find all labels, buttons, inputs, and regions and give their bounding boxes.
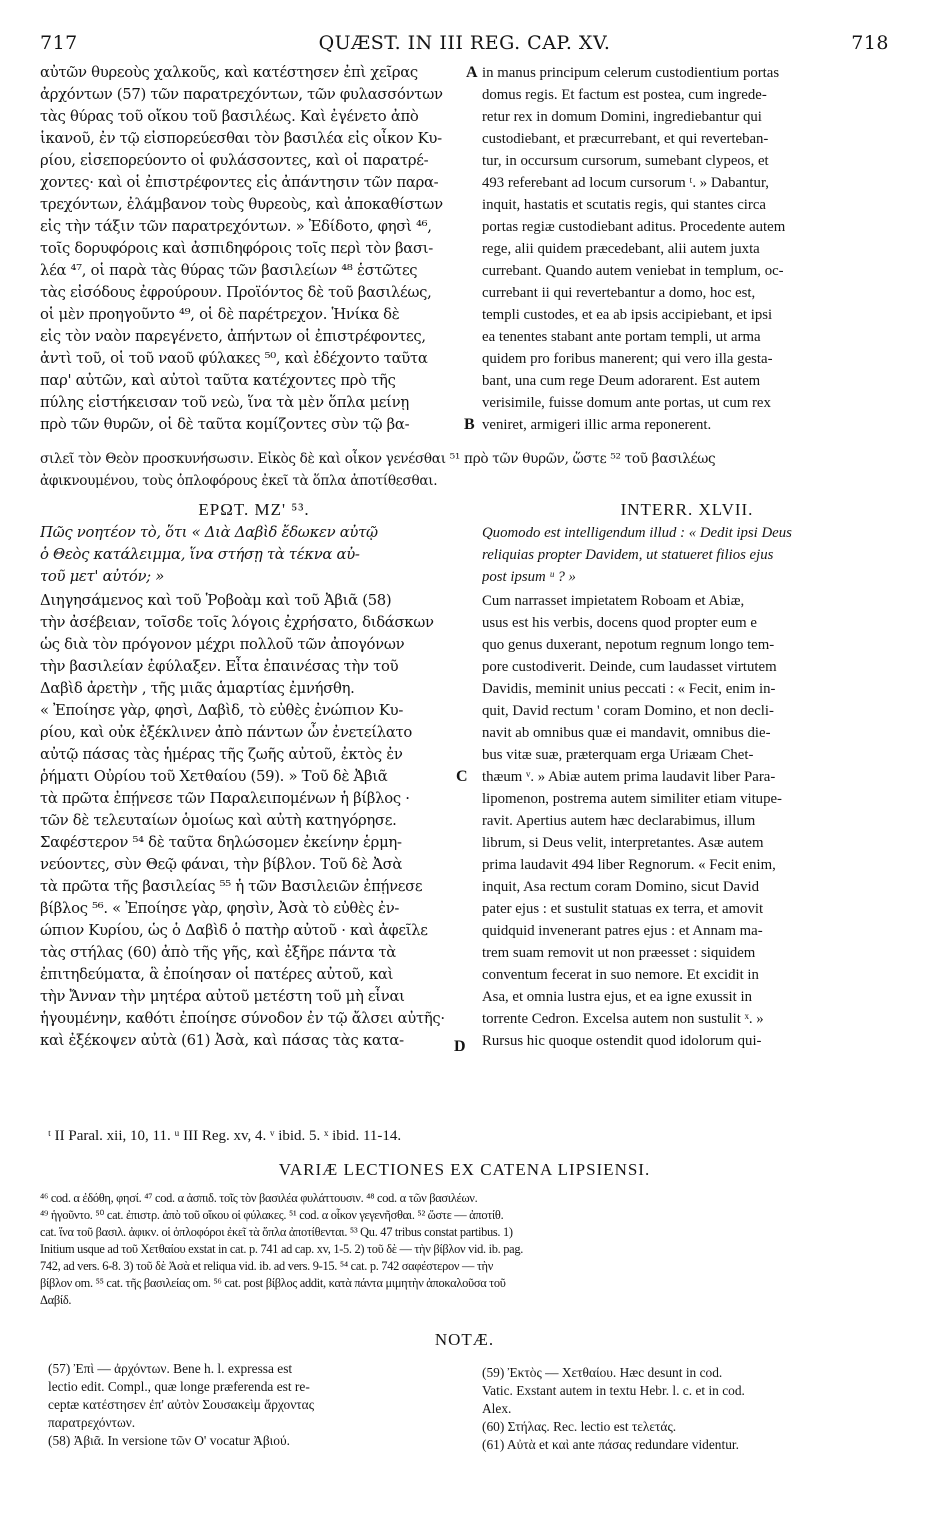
greek-text-line: πρὸ τῶν θυρῶν, οἱ δὲ ταῦτα κομίζοντες σὺν τῷ βα- <box>40 416 410 433</box>
greek-text-line: ἀντὶ τοῦ, οἱ τοῦ ναοῦ φύλακες ⁵⁰, καὶ ἐδέχοντο ταῦτα <box>40 350 428 367</box>
latin-text-line: navit ab omnibus quæ ei mandavit, omnibus die- <box>482 725 771 741</box>
greek-text-line: ρίου, καὶ οὐκ ἐξέκλινεν ἀπὸ πάντων ὧν ἐνετείλατο <box>40 724 413 741</box>
latin-text-line: inquit, Asa rectum coram Domino, sicut David <box>482 879 759 895</box>
greek-text-line: Διηγησάμενος καὶ τοῦ Ῥοβοὰμ καὶ τοῦ Ἀβιᾶ (58) <box>40 592 392 609</box>
latin-text-line: ravit. Apertius autem hæc declarabimus, illum <box>482 813 756 829</box>
variant-reading-line: 742, ad vers. 6-8. 3) τοῦ δὲ Ἀσὰ et reliqua vid. ib. ad vers. 9-15. ⁵⁴ cat. p. 742 σαφέστερον — τὴν <box>40 1259 494 1273</box>
greek-text-line: χοντες· καὶ οἱ ἐπιστρέφοντες εἰς ἀπάντησιν τῶν παρα- <box>40 174 439 191</box>
greek-text-line: ἐπιτηδεύματα, ἃ ἐποίησαν οἱ πατέρες αὐτοῦ, καὶ <box>40 966 394 983</box>
variae-lectiones-title: VARIÆ LECTIONES EX CATENA LIPSIENSI. <box>278 1160 651 1179</box>
margin-marker-b: B <box>464 416 475 433</box>
greek-question-line: ὁ Θεὸς κατάλειμμα, ἵνα στήσῃ τὰ τέκνα αὐ- <box>40 546 360 563</box>
latin-text-line: quidem pro foribus manerent; qui vero illa gesta- <box>482 351 773 367</box>
greek-text-line: Δαβὶδ ἀρετὴν , τῆς μιᾶς ἁμαρτίας ἐμνήσθη. <box>40 680 355 697</box>
greek-text-line: εἰς τὸν ναὸν παρεγένετο, ἀπήντων οἱ ἐπιστρέφοντες, <box>40 328 426 345</box>
greek-text-line: νεύοντες, σὺν Θεῷ φάναι, τὴν βίβλον. Τοῦ δὲ Ἀσὰ <box>40 856 403 873</box>
page-number-left: 717 <box>40 32 78 54</box>
running-title: QUÆST. IN III REG. CAP. XV. <box>318 32 611 54</box>
greek-text-line: τὴν Ἄνναν τὴν μητέρα αὐτοῦ μετέστη τοῦ μὴ εἶναι <box>40 988 405 1005</box>
greek-text-line: παρ' αὐτῶν, καὶ αὐτοὶ ταῦτα κατέχοντες πρὸ τῆς <box>40 372 396 389</box>
latin-text-line: retur rex in domum Domini, ingrediebantur qui <box>482 109 762 125</box>
greek-text-line: ρίου, εἰσεπορεύοντο οἱ φυλάσσοντες, καὶ οἱ παρατρέ- <box>40 152 429 169</box>
greek-text-line: τὴν βασιλείαν ἐφύλαξεν. Εἶτα ἐπαινέσας τὴν τοῦ <box>40 658 399 675</box>
latin-text-line: pater ejus : et sustulit statuas ex terra, et amovit <box>482 901 764 917</box>
note-line: (59) Ἐκτὸς — Χετθαίου. Hæc desunt in cod. <box>482 1365 723 1380</box>
latin-text-line: 493 referebant ad locum cursorum ᵗ. » Dabantur, <box>482 175 769 191</box>
greek-text-line: ἱκανοῦ, ἐν τῷ εἰσπορεύεσθαι τὸν βασιλέα εἰς οἶκον Κυ- <box>40 130 442 147</box>
latin-text-line: ea tenentes stabant ante portam templi, ut arma <box>482 329 761 345</box>
scripture-references: ᵗ II Paral. xii, 10, 11. ᵘ III Reg. xv, 4. ᵛ ibid. 5. ˣ ibid. 11-14. <box>48 1128 402 1144</box>
greek-text-line: εἰς τὴν τάξιν τῶν παρατρεχόντων. » Ἐδίδοτο, φησὶ ⁴⁶, <box>40 218 432 235</box>
latin-text-line: bus vitæ suæ, præterquam erga Uriæam Chet- <box>482 747 754 763</box>
note-line: (61) Αὐτὰ et καὶ ante πάσας redundare videntur. <box>482 1437 739 1452</box>
latin-text-line: domus regis. Et factum est postea, cum ingrede- <box>482 87 767 103</box>
notae-title: NOTÆ. <box>434 1330 495 1349</box>
greek-text-line: τὰς εἰσόδους ἐφρούρουν. Προϊόντος δὲ τοῦ βασιλέως, <box>40 284 432 301</box>
latin-body <box>482 590 892 1060</box>
note-line: Alex. <box>482 1401 512 1416</box>
latin-text-line: Cum narrasset impietatem Roboam et Abiæ, <box>482 593 745 609</box>
note-line: (60) Στήλας. Rec. lectio est τελετάς. <box>482 1419 677 1434</box>
latin-question-text <box>482 522 892 588</box>
note-line: (58) Ἀβιᾶ. In versione τῶν Ο' vocatur Ἀβιού. <box>48 1433 290 1448</box>
latin-text-line: bant, una cum rege Deum adorarent. Est autem <box>482 373 761 389</box>
latin-text-line: rege, alii quidem præcedebant, alii autem juxta <box>482 241 760 257</box>
variant-reading-line: Initium usque ad τοῦ Χετθαίου exstat in cat. p. 741 ad cap. xv, 1-5. 2) τοῦ δὲ — τὴν βίβλον vid. ib. pag. <box>40 1242 524 1256</box>
latin-text-line: usus est his verbis, docens quod propter eum e <box>482 615 757 631</box>
latin-text-line: in manus principum celerum custodientium portas <box>482 65 780 81</box>
greek-question-line: τοῦ μετ' αὐτόν; » <box>40 568 165 585</box>
variant-reading-line: Δαβίδ. <box>40 1293 72 1307</box>
margin-marker-c: C <box>456 768 468 785</box>
greek-text-line: αὐτῶν θυρεοὺς χαλκοῦς, καὶ κατέστησεν ἐπὶ χεῖρας <box>40 64 418 81</box>
greek-text-line: ἡγουμένην, καθότι ἐποίησε σύνοδον ἐν τῷ ἄλσει αὐτῆς· <box>40 1010 445 1027</box>
greek-text-line: ὡς διὰ τὸν πρόγονον μέχρι πολλοῦ τῶν ἀπογόνων <box>40 636 405 653</box>
greek-text-line: βίβλος ⁵⁶. « Ἐποίησε γὰρ, φησὶν, Ἀσὰ τὸ εὐθὲς ἐν- <box>40 900 400 917</box>
latin-text-line: Asa, et omnia lustra ejus, et ea igne exussit in <box>482 989 752 1005</box>
greek-text-line: λέα ⁴⁷, οἱ παρὰ τὰς θύρας τῶν βασιλείων ⁴⁸ ἑστῶτες <box>40 262 418 279</box>
greek-text-line: αὐτῷ πάσας τὰς ἡμέρας τῆς ζωῆς αὐτοῦ, ἐκτὸς ἐν <box>40 746 403 763</box>
greek-text-line: τῶν δὲ τελευταίων ὁμοίως καὶ αὐτὴ κατηγόρησε. <box>40 812 397 829</box>
greek-text-line: τὰ πρῶτα ἐπῄνεσε τῶν Παραλειπομένων ἡ βίβλος · <box>40 790 410 807</box>
latin-text-line: veniret, armigeri illic arma reponerent. <box>482 417 712 433</box>
greek-text-line: ἀρχόντων (57) τῶν παρατρεχόντων, τῶν φυλασσόντων <box>40 86 443 103</box>
greek-text-line: τὴν ἀσέβειαν, τοῖσδε τοῖς λόγοις ἐχρήσατο, διδάσκων <box>40 614 434 631</box>
note-line: (57) Ἐπὶ — ἀρχόντων. Bene h. l. expressa est <box>48 1361 293 1376</box>
note-line: lectio edit. Compl., quæ longe præferenda est re- <box>48 1379 310 1394</box>
latin-text-line: tur, in occursum cursorum, sumebant clypeos, et <box>482 153 769 169</box>
notae-right-column <box>482 1364 892 1464</box>
latin-question-line: Quomodo est intelligendum illud : « Dedit ipsi Deus <box>482 525 792 541</box>
latin-text-line: currebant. Quando autem veniebat in templum, oc- <box>482 263 784 279</box>
latin-text-line: quit, David rectum ' coram Domino, et non decli- <box>482 703 774 719</box>
greek-column-top <box>40 62 468 442</box>
latin-text-line: torrente Cedron. Excelsa autem non sustulit ˣ. » <box>482 1011 764 1027</box>
greek-text-line: Σαφέστερον ⁵⁴ δὲ ταῦτα δηλώσομεν ἐκείνην ἑρμη- <box>40 834 402 851</box>
greek-text-line: « Ἐποίησε γὰρ, φησὶ, Δαβὶδ, τὸ εὐθὲς ἐνώπιον Κυ- <box>40 702 404 719</box>
variant-reading-line: βίβλον om. ⁵⁵ cat. τῆς βασιλείας om. ⁵⁶ cat. post βίβλος addit, κατὰ πάντα μιμητὴν ἀποκαλοῦσα τοῦ <box>40 1276 506 1290</box>
variant-reading-line: ⁴⁶ cod. α ἐδόθη, φησί. ⁴⁷ cod. α ἀσπιδ. τοῖς τὸν βασιλέα φυλάττουσιν. ⁴⁸ cod. α τῶν βασιλέων. <box>40 1191 478 1205</box>
greek-text-line: τοῖς δορυφόροις καὶ ἀσπιδηφόροις τοῖς περὶ τὸν βασι- <box>40 240 433 257</box>
full-width-continuation <box>40 448 889 494</box>
note-line: ceptæ κατέστησεν ἐπ' αὐτὸν Σουσακεὶμ ἄρχοντας <box>48 1397 314 1412</box>
greek-body <box>40 590 468 1060</box>
greek-text-line: ῥήματι Οὐρίου τοῦ Χετθαίου (59). » Τοῦ δὲ Ἀβιᾶ <box>40 768 388 785</box>
greek-text-line: σιλεῖ τὸν Θεὸν προσκυνήσωσιν. Εἰκὸς δὲ καὶ οἶκον γενέσθαι ⁵¹ πρὸ τῶν θυρῶν, ὥστε ⁵² τοῦ βασιλέως <box>40 451 716 467</box>
latin-question-title: INTERR. XLVII. <box>620 500 754 519</box>
latin-text-line: trem suam removit ut non præesset : siquidem <box>482 945 756 961</box>
page-number-right: 718 <box>851 32 889 54</box>
variae-lectiones-text <box>40 1190 889 1320</box>
greek-text-line: τὰς στήλας (60) ἀπὸ τῆς γῆς, καὶ ἐξῆρε πάντα τὰ <box>40 944 396 961</box>
latin-text-line: quo genus duxerant, nepotum regnum longo tem- <box>482 637 775 653</box>
page-header <box>40 32 889 58</box>
note-line: παρατρεχόντων. <box>48 1415 136 1430</box>
greek-question-text <box>40 522 468 588</box>
latin-text-line: custodiebant, et præcurrebant, et qui reverteban- <box>482 131 769 147</box>
latin-text-line: librum, si Deus velit, interpretantes. Asæ autem <box>482 835 764 851</box>
latin-question-line: post ipsum ᵘ ? » <box>482 569 576 585</box>
latin-text-line: quidquid invenerant patres ejus : et Annam ma- <box>482 923 763 939</box>
latin-text-line: currebant ii qui revertebantur a domo, hoc est, <box>482 285 756 301</box>
latin-text-line: templi custodes, et ea ab ipsis accipiebant, et ipsi <box>482 307 773 323</box>
greek-question-title: ΕΡΩΤ. ΜΖ' ⁵³. <box>198 500 310 519</box>
greek-text-line: ώπιον Κυρίου, ὡς ὁ Δαβὶδ ὁ πατὴρ αὐτοῦ · καὶ ἀφεῖλε <box>40 922 428 939</box>
latin-text-line: inquit, hastatis et scutatis regis, qui stantes circa <box>482 197 766 213</box>
latin-text-line: verisimile, fuisse domum ante portas, ut cum rex <box>482 395 771 411</box>
latin-text-line: conventum fecerat in suo nemore. Et excidit in <box>482 967 759 983</box>
note-line: Vatic. Exstant autem in textu Hebr. l. c. et in cod. <box>482 1383 745 1398</box>
latin-text-line: pore custodiverit. Deinde, cum laudasset virtutem <box>482 659 777 675</box>
margin-marker-a: A <box>466 64 478 81</box>
latin-question-line: reliquias propter Davidem, ut statueret filios ejus <box>482 547 774 563</box>
greek-question-line: Πῶς νοητέον τὸ, ὅτι « Διὰ Δαβὶδ ἔδωκεν αὐτῷ <box>40 524 378 541</box>
greek-text-line: τρεχόντων, ἐλάμβανον τοὺς θυρεοὺς, καὶ ἀποκαθίστων <box>40 196 443 213</box>
latin-text-line: thæum ᵛ. » Abiæ autem prima laudavit liber Para- <box>482 769 776 785</box>
greek-text-line: τὰ πρῶτα τῆς βασιλείας ⁵⁵ ἡ τῶν Βασιλειῶν ἐπῄνεσε <box>40 878 423 895</box>
latin-text-line: Rursus hic quoque ostendit quod idolorum qui- <box>482 1033 762 1049</box>
greek-text-line: καὶ ἐξέκοψεν αὐτὰ (61) Ἀσὰ, καὶ πάσας τὰς κατα- <box>40 1032 404 1049</box>
latin-column-top <box>482 62 892 442</box>
notae-left-column <box>48 1360 468 1460</box>
variant-reading-line: cat. ἵνα τοῦ βασιλ. ἀφικν. οἱ ὁπλοφόροι ἐκεῖ τὰ ὅπλα ἀποτίθενται. ⁵³ Qu. 47 tribus constat partibus. 1) <box>40 1225 513 1239</box>
greek-text-line: οἱ μὲν προηγοῦντο ⁴⁹, οἱ δὲ παρέτρεχον. Ἡνίκα δὲ <box>40 306 400 323</box>
variant-reading-line: ⁴⁹ ἡγοῦντο. ⁵⁰ cat. ἐπιστρ. ἀπὸ τοῦ οἴκου οἱ φύλακες. ⁵¹ cod. α οἶκον γεγενῆσθαι. ⁵² ὥστε — ἀποτίθ. <box>40 1208 504 1222</box>
greek-text-line: ἀφικνουμένου, τοὺς ὁπλοφόρους ἐκεῖ τὰ ὅπλα ἀποτίθεσθαι. <box>40 473 438 489</box>
latin-text-line: portas regiæ custodiebant aditus. Procedente autem <box>482 219 786 235</box>
latin-text-line: Davidis, meminit unius peccati : « Fecit, enim in- <box>482 681 776 697</box>
latin-text-line: prima laudavit 494 liber Regnorum. « Fecit enim, <box>482 857 776 873</box>
margin-marker-d: D <box>454 1038 466 1055</box>
latin-text-line: lipomenon, postrema autem similiter etiam vitupe- <box>482 791 782 807</box>
greek-text-line: πύλης εἱστήκεισαν τοῦ νεὼ, ἵνα τὰ μὲν ὅπλα μείνῃ <box>40 394 409 411</box>
greek-text-line: τὰς θύρας τοῦ οἴκου τοῦ βασιλέως. Καὶ ἐγένετο ἀπὸ <box>40 108 419 125</box>
